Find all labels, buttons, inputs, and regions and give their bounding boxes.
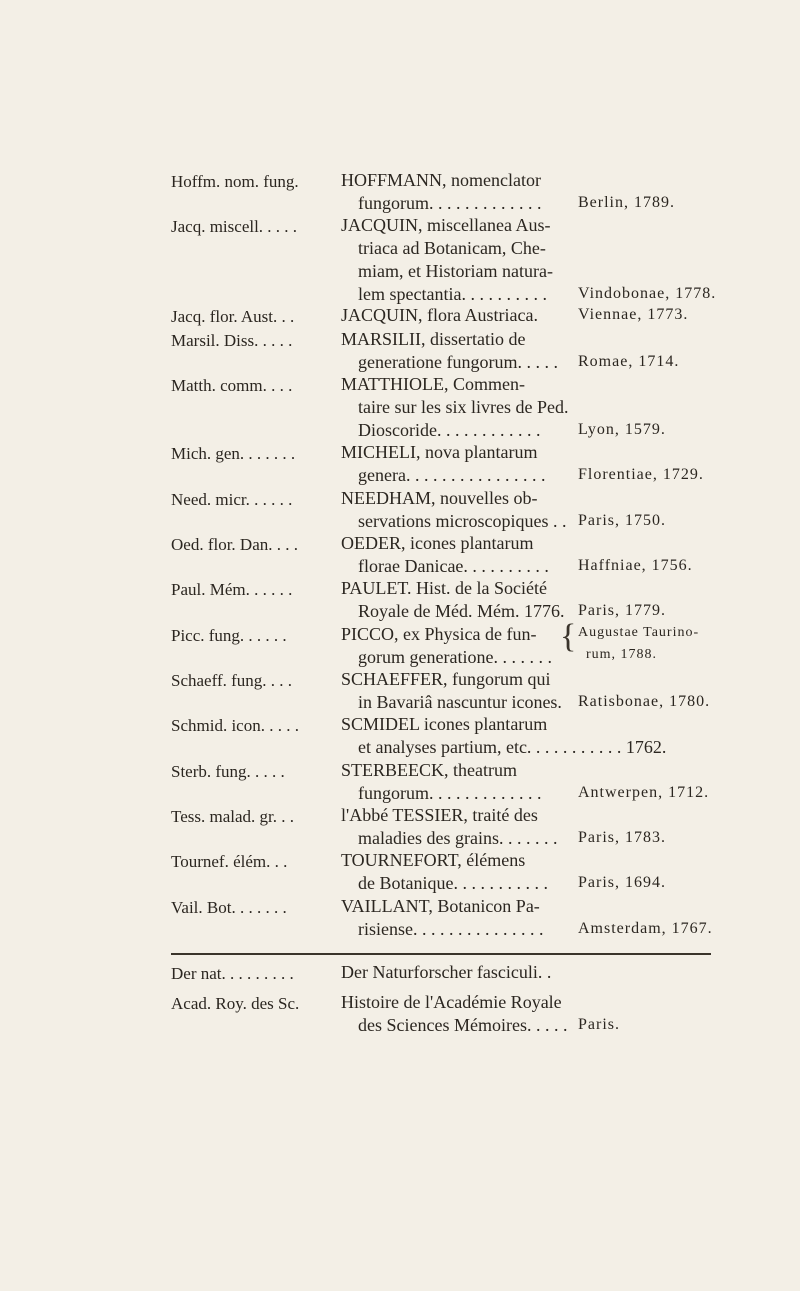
entry-place: Paris, 1750. [578,512,666,529]
entry-place: Ratisbonae, 1780. [578,693,711,710]
entry-text: maladies des grains. . . . . . . [358,828,558,848]
entry-abbr: Matth. comm. . . . [171,376,293,395]
entry-place: Augustae Taurino- [578,625,700,640]
entry-text: florae Danicae. . . . . . . . . . [358,556,549,576]
entry-abbr: Sterb. fung. . . . . [171,762,285,781]
entry-text: generatione fungorum. . . . . [358,352,558,372]
entry-text: VAILLANT, Botanicon Pa- [341,896,540,916]
entry-abbr: Vail. Bot. . . . . . . [171,898,287,917]
entry-text: genera. . . . . . . . . . . . . . . . [358,465,546,485]
entry-text: MICHELI, nova plantarum [341,442,538,462]
entry-abbr: Picc. fung. . . . . . [171,626,287,645]
entry-abbr: Need. micr. . . . . . [171,490,293,509]
entry-place: Paris. [578,1016,620,1033]
entry-text: triaca ad Botanicam, Che- [358,238,546,258]
divider-rule [171,953,711,955]
entry-text: TOURNEFORT, élémens [341,850,526,870]
entry-place: Viennae, 1773. [578,306,689,323]
entry-text: HOFFMANN, nomenclator [341,170,541,190]
entry-text: taire sur les six livres de Ped. [358,397,569,417]
entry-place: Paris, 1783. [578,829,666,846]
entry-text: et analyses partium, etc. . . . . . . . . . . 1762. [358,737,667,757]
entry-abbr: Acad. Roy. des Sc. [171,994,300,1013]
entry-text: JACQUIN, flora Austriaca. [341,305,538,325]
entry-text: servations microscopiques . . [358,511,567,531]
entry-text: JACQUIN, miscellanea Aus- [341,215,551,235]
entry-text: gorum generatione. . . . . . . [358,647,552,667]
entry-abbr: Schaeff. fung. . . . [171,671,293,690]
entry-text: PICCO, ex Physica de fun- [341,624,537,644]
entry-abbr: Schmid. icon. . . . . [171,716,299,735]
entry-abbr: Tournef. élém. . . [171,852,288,871]
entry-text: l'Abbé TESSIER, traité des [341,805,538,825]
entry-text: fungorum. . . . . . . . . . . . . [358,783,542,803]
entry-text: fungorum. . . . . . . . . . . . . [358,193,542,213]
entry-text: STERBEECK, theatrum [341,760,517,780]
entry-place: Antwerpen, 1712. [578,784,710,801]
entry-text: des Sciences Mémoires. . . . . [358,1015,568,1035]
entry-text: de Botanique. . . . . . . . . . . [358,873,548,893]
entry-place: Romae, 1714. [578,353,680,370]
entry-place: Haffniae, 1756. [578,557,693,574]
entry-text: Der Naturforscher fasciculi. . [341,962,552,982]
entry-text: lem spectantia. . . . . . . . . . [358,284,547,304]
entry-text: risiense. . . . . . . . . . . . . . . [358,919,544,939]
entry-text: OEDER, icones plantarum [341,533,534,553]
entry-abbr: Mich. gen. . . . . . . [171,444,296,463]
entry-text: Histoire de l'Académie Royale [341,992,562,1012]
entry-place: Florentiae, 1729. [578,466,704,483]
entry-place: Vindobonae, 1778. [578,285,717,302]
entry-place: Berlin, 1789. [578,194,675,211]
brace-symbol: { [560,618,577,655]
entry-place: Amsterdam, 1767. [578,920,713,937]
entry-abbr: Jacq. miscell. . . . . [171,217,298,236]
entry-place: Paris, 1694. [578,874,666,891]
entry-text: PAULET. Hist. de la Société [341,578,547,598]
entry-text: SCHAEFFER, fungorum qui [341,669,551,689]
entry-abbr: Jacq. flor. Aust. . . [171,307,295,326]
entry-text: Dioscoride. . . . . . . . . . . . [358,420,541,440]
entry-abbr: Tess. malad. gr. . . [171,807,294,826]
entry-abbr: Oed. flor. Dan. . . . [171,535,299,554]
entry-place: Lyon, 1579. [578,421,666,438]
entry-abbr: Marsil. Diss. . . . . [171,331,293,350]
entry-text: MATTHIOLE, Commen- [341,374,525,394]
entry-text: Royale de Méd. Mém. 1776. [358,601,565,621]
entry-abbr: Paul. Mém. . . . . . [171,580,293,599]
entry-place: Paris, 1779. [578,602,666,619]
entry-text: MARSILII, dissertatio de [341,329,526,349]
entry-abbr: Hoffm. nom. fung. [171,172,299,191]
entry-text: NEEDHAM, nouvelles ob- [341,488,538,508]
entry-abbr: Der nat. . . . . . . . . [171,964,294,983]
entry-text: in Bavariâ nascuntur icones. [358,692,562,712]
entry-place: rum, 1788. [586,647,658,662]
entry-text: SCMIDEL icones plantarum [341,714,548,734]
entry-text: miam, et Historiam natura- [358,261,553,281]
